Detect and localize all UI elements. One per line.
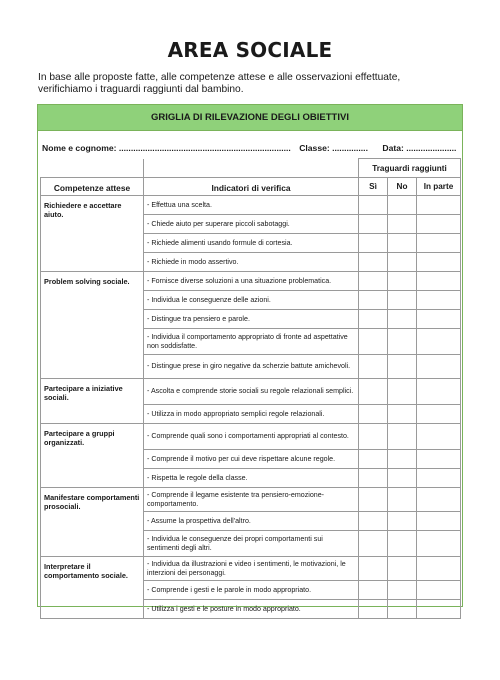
indicator-cell: - Comprende i gesti e le parole in modo appropriato. xyxy=(144,581,359,600)
indicator-cell: - Comprende il motivo per cui deve rispettare alcune regole. xyxy=(144,450,359,469)
check-cell-si[interactable] xyxy=(359,310,388,329)
check-cell-in-parte[interactable] xyxy=(417,253,461,272)
indicator-cell: - Individua le conseguenze dei propri comportamenti sui sentimenti degli altri. xyxy=(144,531,359,557)
table-row xyxy=(41,488,461,512)
table-row xyxy=(41,196,461,215)
check-cell-in-parte[interactable] xyxy=(417,405,461,424)
check-cell-in-parte[interactable] xyxy=(417,196,461,215)
intro-text xyxy=(38,72,468,96)
indicator-cell: - Utilizza i gesti e le posture in modo appropriato. xyxy=(144,600,359,619)
header-spacer xyxy=(41,159,144,178)
check-cell-si[interactable] xyxy=(359,512,388,531)
header-si: Sì xyxy=(359,178,388,196)
check-cell-in-parte[interactable] xyxy=(417,557,461,581)
check-cell-no[interactable] xyxy=(388,488,417,512)
check-cell-si[interactable] xyxy=(359,329,388,355)
check-cell-no[interactable] xyxy=(388,512,417,531)
check-cell-no[interactable] xyxy=(388,253,417,272)
check-cell-no[interactable] xyxy=(388,581,417,600)
check-cell-in-parte[interactable] xyxy=(417,234,461,253)
check-cell-no[interactable] xyxy=(388,234,417,253)
name-field[interactable]: Nome e cognome: ........................................................................ xyxy=(42,143,291,153)
page-title: AREA SOCIALE xyxy=(167,38,333,62)
check-cell-in-parte[interactable] xyxy=(417,600,461,619)
check-cell-si[interactable] xyxy=(359,488,388,512)
indicator-cell: - Individua da illustrazioni e video i sentimenti, le motivazioni, le interzioni dei personaggi. xyxy=(144,557,359,581)
indicator-cell: - Individua le conseguenze delle azioni. xyxy=(144,291,359,310)
check-cell-si[interactable] xyxy=(359,355,388,379)
check-cell-in-parte[interactable] xyxy=(417,424,461,450)
check-cell-in-parte[interactable] xyxy=(417,450,461,469)
competence-cell: Problem solving sociale. xyxy=(41,272,144,379)
check-cell-si[interactable] xyxy=(359,291,388,310)
table-row xyxy=(41,424,461,450)
indicator-cell: - Ascolta e comprende storie sociali su regole relazionali semplici. xyxy=(144,379,359,405)
indicator-cell: - Distingue prese in giro negative da scherzie battute amichevoli. xyxy=(144,355,359,379)
indicator-cell: - Chiede aiuto per superare piccoli sabotaggi. xyxy=(144,215,359,234)
date-field[interactable]: Data: ..................... xyxy=(382,143,457,153)
check-cell-no[interactable] xyxy=(388,424,417,450)
check-cell-no[interactable] xyxy=(388,531,417,557)
check-cell-si[interactable] xyxy=(359,557,388,581)
table-row xyxy=(41,557,461,581)
competence-cell: Partecipare a gruppi organizzati. xyxy=(41,424,144,488)
check-cell-no[interactable] xyxy=(388,310,417,329)
header-traguardi: Traguardi raggiunti xyxy=(359,159,461,178)
check-cell-no[interactable] xyxy=(388,355,417,379)
check-cell-in-parte[interactable] xyxy=(417,329,461,355)
header-competenze: Competenze attese xyxy=(41,178,144,196)
check-cell-in-parte[interactable] xyxy=(417,272,461,291)
intro-line-1: In base alle proposte fatte, alle competenze attese e alle osservazioni effettuate, xyxy=(38,72,401,83)
check-cell-no[interactable] xyxy=(388,272,417,291)
check-cell-si[interactable] xyxy=(359,531,388,557)
check-cell-in-parte[interactable] xyxy=(417,488,461,512)
table-body xyxy=(41,196,461,619)
check-cell-no[interactable] xyxy=(388,196,417,215)
check-cell-in-parte[interactable] xyxy=(417,379,461,405)
check-cell-no[interactable] xyxy=(388,329,417,355)
header-indicatori: Indicatori di verifica xyxy=(144,178,359,196)
grid-banner: GRIGLIA DI RILEVAZIONE DEGLI OBIETTIVI xyxy=(38,105,462,131)
table-row xyxy=(41,272,461,291)
check-cell-si[interactable] xyxy=(359,600,388,619)
check-cell-no[interactable] xyxy=(388,215,417,234)
table-row xyxy=(41,379,461,405)
check-cell-no[interactable] xyxy=(388,405,417,424)
check-cell-no[interactable] xyxy=(388,379,417,405)
indicator-cell: - Comprende quali sono i comportamenti appropriati al contesto. xyxy=(144,424,359,450)
check-cell-in-parte[interactable] xyxy=(417,469,461,488)
indicator-cell: - Effettua una scelta. xyxy=(144,196,359,215)
check-cell-si[interactable] xyxy=(359,469,388,488)
competence-cell: Interpretare il comportamento sociale. xyxy=(41,557,144,619)
check-cell-no[interactable] xyxy=(388,600,417,619)
form-line xyxy=(42,143,457,153)
indicator-cell: - Utilizza in modo appropriato semplici regole relazionali. xyxy=(144,405,359,424)
check-cell-si[interactable] xyxy=(359,215,388,234)
header-spacer-2 xyxy=(144,159,359,178)
indicator-cell: - Rispetta le regole della classe. xyxy=(144,469,359,488)
indicator-cell: - Fornisce diverse soluzioni a una situazione problematica. xyxy=(144,272,359,291)
check-cell-si[interactable] xyxy=(359,581,388,600)
check-cell-si[interactable] xyxy=(359,379,388,405)
indicator-cell: - Individua il comportamento appropriato di fronte ad aspettative non soddisfatte. xyxy=(144,329,359,355)
check-cell-in-parte[interactable] xyxy=(417,512,461,531)
intro-line-2: verifichiamo i traguardi raggiunti dal bambino. xyxy=(38,84,244,95)
objectives-table xyxy=(40,158,461,619)
check-cell-in-parte[interactable] xyxy=(417,310,461,329)
competence-cell: Partecipare a iniziative sociali. xyxy=(41,379,144,424)
check-cell-si[interactable] xyxy=(359,424,388,450)
check-cell-in-parte[interactable] xyxy=(417,355,461,379)
class-field[interactable]: Classe: ............... xyxy=(299,143,368,153)
indicator-cell: - Comprende il legame esistente tra pensiero-emozione-comportamento. xyxy=(144,488,359,512)
check-cell-in-parte[interactable] xyxy=(417,215,461,234)
check-cell-si[interactable] xyxy=(359,405,388,424)
indicator-cell: - Richiede in modo assertivo. xyxy=(144,253,359,272)
check-cell-in-parte[interactable] xyxy=(417,531,461,557)
check-cell-in-parte[interactable] xyxy=(417,291,461,310)
check-cell-no[interactable] xyxy=(388,291,417,310)
check-cell-in-parte[interactable] xyxy=(417,581,461,600)
check-cell-no[interactable] xyxy=(388,450,417,469)
check-cell-si[interactable] xyxy=(359,272,388,291)
header-in-parte: In parte xyxy=(417,178,461,196)
check-cell-si[interactable] xyxy=(359,450,388,469)
check-cell-si[interactable] xyxy=(359,234,388,253)
check-cell-si[interactable] xyxy=(359,253,388,272)
check-cell-no[interactable] xyxy=(388,469,417,488)
evaluation-grid xyxy=(37,104,463,613)
check-cell-no[interactable] xyxy=(388,557,417,581)
indicator-cell: - Distingue tra pensiero e parole. xyxy=(144,310,359,329)
check-cell-si[interactable] xyxy=(359,196,388,215)
indicator-cell: - Richiede alimenti usando formule di cortesia. xyxy=(144,234,359,253)
competence-cell: Manifestare comportamenti prosociali. xyxy=(41,488,144,557)
competence-cell: Richiedere e accettare aiuto. xyxy=(41,196,144,272)
indicator-cell: - Assume la prospettiva dell'altro. xyxy=(144,512,359,531)
header-no: No xyxy=(388,178,417,196)
